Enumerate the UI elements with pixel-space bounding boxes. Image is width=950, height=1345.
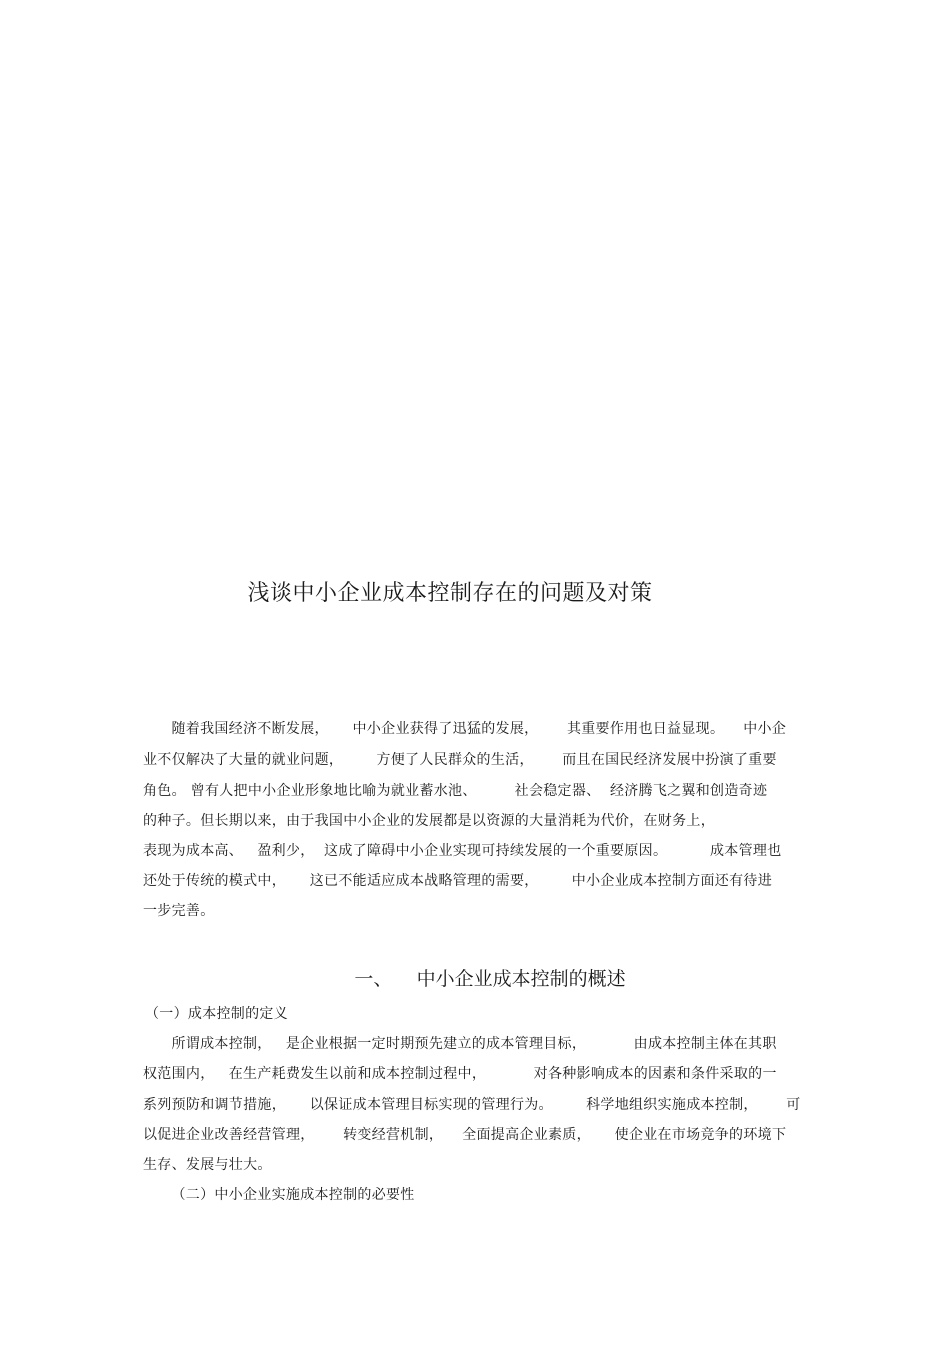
definition-line-4: 以促进企业改善经营管理， 转变经营机制， 全面提高企业素质， 使企业在市场竞争的环境下: [143, 1127, 787, 1143]
intro-line-3: 角色。 曾有人把中小企业形象地比喻为就业蓄水池、 社会稳定器、 经济腾飞之翼和创造奇迹: [143, 783, 768, 799]
definition-line-2: 权范围内， 在生产耗费发生以前和成本控制过程中， 对各种影响成本的因素和条件采取的一: [143, 1066, 777, 1082]
definition-line-3: 系列预防和调节措施， 以保证成本管理目标实现的管理行为。 科学地组织实施成本控制， 可: [143, 1097, 801, 1113]
intro-line-5: 表现为成本高、 盈利少， 这成了障碍中小企业实现可持续发展的一个重要原因。 成本管理也: [143, 843, 782, 859]
definition-line-1: 所谓成本控制， 是企业根据一定时期预先建立的成本管理目标， 由成本控制主体在其职: [143, 1036, 777, 1052]
intro-line-2: 业不仅解决了大量的就业问题， 方便了人民群众的生活， 而且在国民经济发展中扮演了重要: [143, 752, 777, 768]
intro-line-6: 还处于传统的模式中， 这已不能适应成本战略管理的需要， 中小企业成本控制方面还有待进: [143, 873, 772, 889]
intro-line-4: 的种子。但长期以来，由于我国中小企业的发展都是以资源的大量消耗为代价，在财务上，: [143, 813, 715, 829]
definition-line-5: 生存、发展与壮大。: [143, 1157, 272, 1173]
document-title: 浅谈中小企业成本控制存在的问题及对策: [247, 581, 653, 606]
intro-line-1: 随着我国经济不断发展， 中小企业获得了迅猛的发展， 其重要作用也日益显现。 中小企: [143, 721, 787, 737]
subsection-heading-1: （一）成本控制的定义: [145, 1006, 288, 1022]
subsection-heading-2: （二）中小企业实施成本控制的必要性: [143, 1187, 415, 1203]
intro-line-7: 一步完善。: [143, 903, 215, 919]
section-heading-1: 一、 中小企业成本控制的概述: [354, 968, 626, 990]
